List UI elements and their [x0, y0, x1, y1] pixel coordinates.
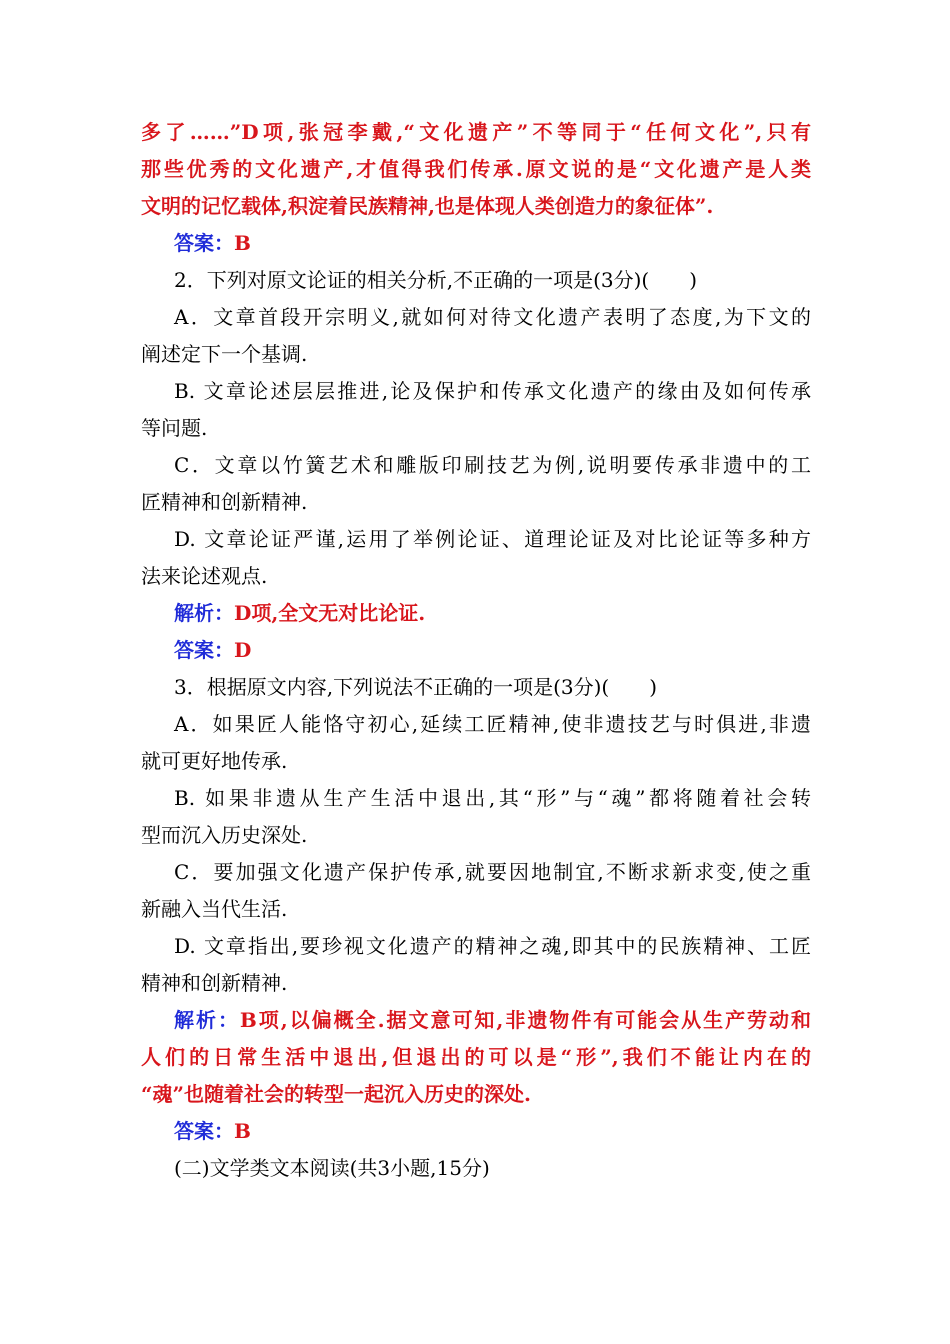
answer-label: 答案： [174, 231, 234, 255]
q3-option-d-line-2: 精神和创新精神. [141, 971, 288, 995]
q2-option-d-line-1: D. 文章论证严谨,运用了举例论证、道理论证及对比论证等多种方 [174, 527, 811, 551]
q3-option-b-line-1: B. 如果非遗从生产生活中退出,其“形”与“魂”都将随着社会转 [174, 786, 811, 810]
answer-value: B [234, 1119, 251, 1143]
analysis-label: 解析： [174, 601, 234, 625]
q1-answer [141, 225, 811, 262]
q1-analysis-line-3: 文明的记忆载体,积淀着民族精神,也是体现人类创造力的象征体”. [141, 194, 714, 218]
q3-analysis-line-2: 人们的日常生活中退出,但退出的可以是“形”,我们不能让内在的 [141, 1045, 811, 1069]
q2-answer [141, 632, 811, 669]
q3-option-d-line-1: D. 文章指出,要珍视文化遗产的精神之魂,即其中的民族精神、工匠 [174, 934, 811, 958]
q2-option-d-line-2: 法来论述观点. [141, 564, 268, 588]
answer-label: 答案： [174, 1119, 234, 1143]
analysis-label: 解析： [174, 1008, 240, 1032]
q3-analysis-line-3: “魂”也随着社会的转型一起沉入历史的深处. [141, 1082, 531, 1106]
q1-analysis-line-2: 那些优秀的文化遗产,才值得我们传承.原文说的是“文化遗产是人类 [141, 157, 811, 181]
q2-stem: 2．下列对原文论证的相关分析,不正确的一项是(3分)( ) [174, 268, 698, 292]
q3-option-b-line-2: 型而沉入历史深处. [141, 823, 308, 847]
q2-option-c-line-1: C．文章以竹簧艺术和雕版印刷技艺为例,说明要传承非遗中的工 [174, 453, 811, 477]
q3-answer [141, 1113, 811, 1150]
q3-option-c-line-2: 新融入当代生活. [141, 897, 288, 921]
q2-analysis [141, 595, 811, 632]
q3-option-c-line-1: C．要加强文化遗产保护传承,就要因地制宜,不断求新求变,使之重 [174, 860, 811, 884]
answer-value: D [234, 638, 252, 662]
q3-analysis-line-1 [141, 1002, 811, 1039]
q2-option-a-line-2: 阐述定下一个基调. [141, 342, 308, 366]
document-page [141, 114, 811, 1187]
q2-option-a-line-1: A．文章首段开宗明义,就如何对待文化遗产表明了态度,为下文的 [174, 305, 811, 329]
q3-option-a-line-2: 就可更好地传承. [141, 749, 288, 773]
answer-value: B [234, 231, 251, 255]
analysis-text: D项,全文无对比论证. [234, 601, 426, 625]
answer-label: 答案： [174, 638, 234, 662]
section-heading: (二)文学类文本阅读(共3小题,15分) [174, 1156, 490, 1180]
q3-stem: 3．根据原文内容,下列说法不正确的一项是(3分)( ) [174, 675, 658, 699]
q3-option-a-line-1: A．如果匠人能恪守初心,延续工匠精神,使非遗技艺与时俱进,非遗 [174, 712, 811, 736]
q1-analysis-line-1: 多了……”D项,张冠李戴,“文化遗产”不等同于“任何文化”,只有 [141, 120, 811, 144]
q2-option-b-line-1: B. 文章论述层层推进,论及保护和传承文化遗产的缘由及如何传承 [174, 379, 811, 403]
analysis-text: B项,以偏概全.据文意可知,非遗物件有可能会从生产劳动和 [239, 1008, 811, 1032]
q2-option-b-line-2: 等问题. [141, 416, 208, 440]
q2-option-c-line-2: 匠精神和创新精神. [141, 490, 308, 514]
